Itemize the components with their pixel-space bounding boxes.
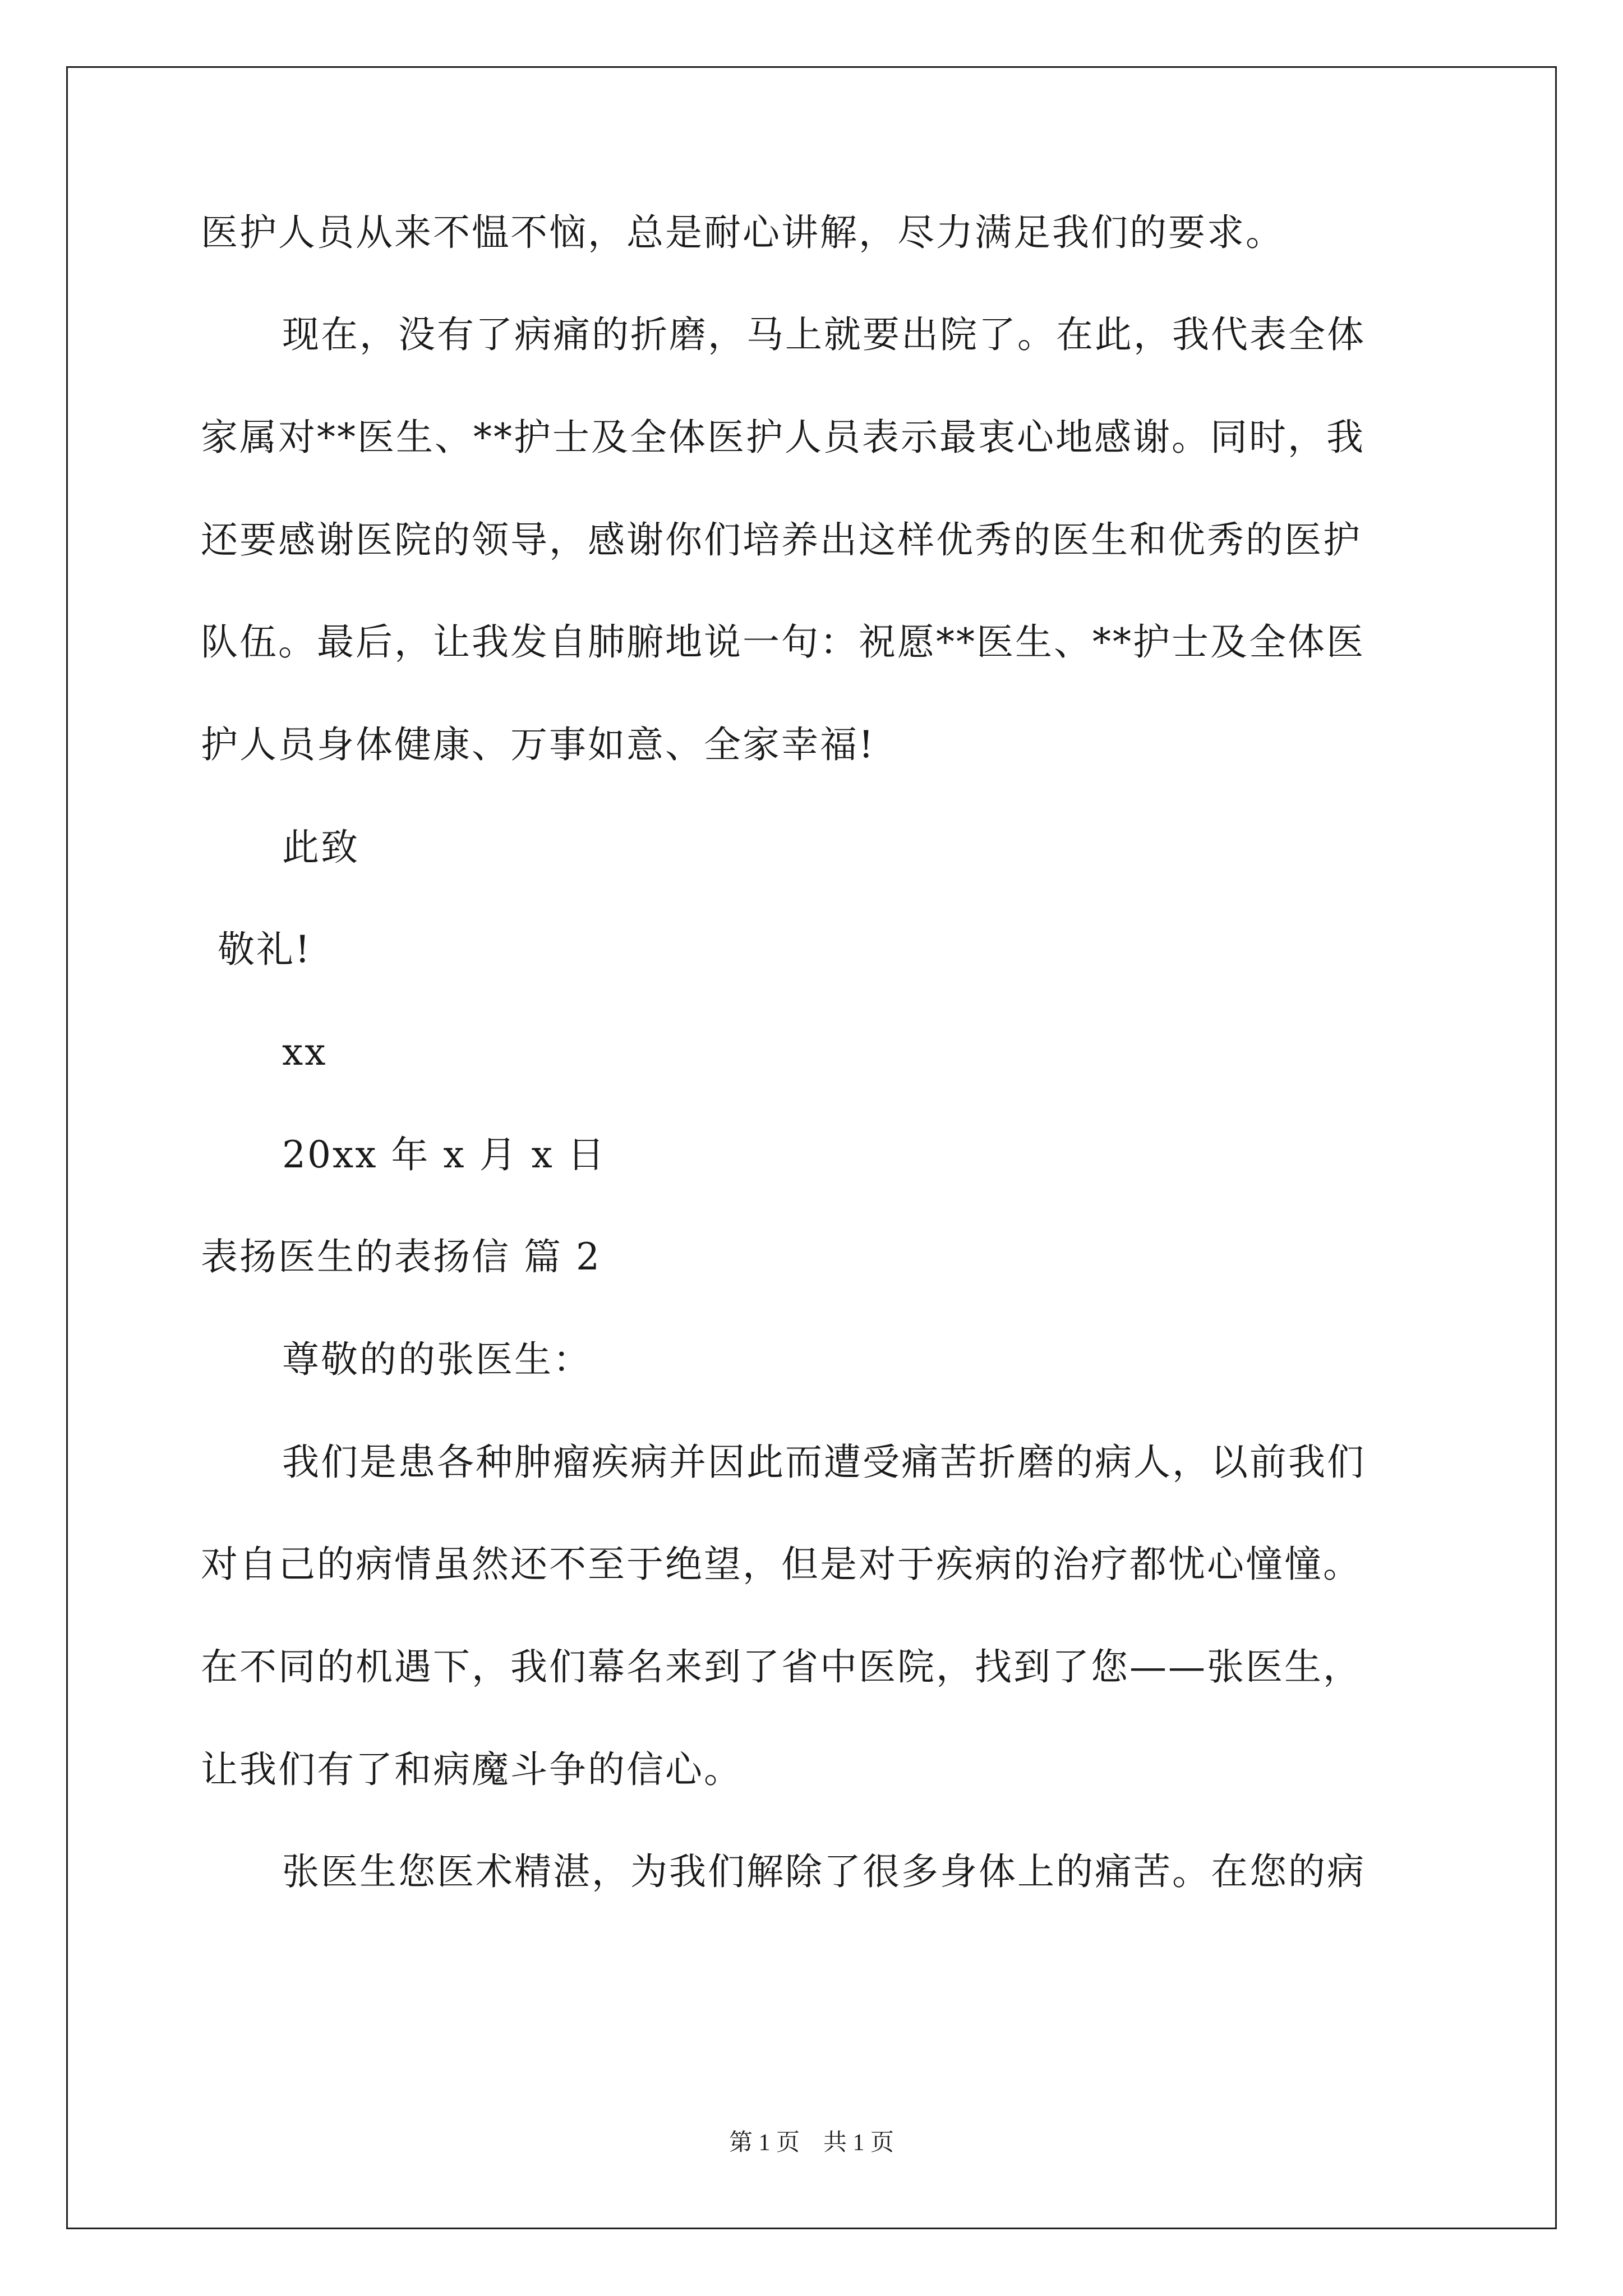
- paragraph-line: 我们是患各种肿瘤疾病并因此而遭受痛苦折磨的病人，以前我们: [282, 1441, 1366, 1484]
- closing-regards: 敬礼!: [218, 928, 312, 971]
- page-number: 第 1 页: [728, 2130, 800, 2156]
- paragraph-line: 现在，没有了病痛的折磨，马上就要出院了。在此，我代表全体: [282, 313, 1366, 356]
- paragraph-line: 在不同的机遇下，我们幕名来到了省中医院，找到了您——张医生，: [201, 1645, 1362, 1688]
- page-footer: [0, 2127, 1623, 2159]
- paragraph-line: 还要感谢医院的领导，感谢你们培养出这样优秀的医生和优秀的医护: [201, 518, 1362, 562]
- paragraph-line: 医护人员从来不愠不恼，总是耐心讲解，尽力满足我们的要求。: [201, 211, 1284, 254]
- signature-name: xx: [282, 1030, 328, 1074]
- paragraph-line: 张医生您医术精湛，为我们解除了很多身体上的痛苦。在您的病: [282, 1850, 1366, 1893]
- signature-date: 20xx 年 x 月 x 日: [282, 1133, 606, 1176]
- paragraph-line: 队伍。最后，让我发自肺腑地说一句：祝愿**医生、**护士及全体医: [201, 620, 1365, 664]
- paragraph-line: 护人员身体健康、万事如意、全家幸福!: [201, 723, 875, 766]
- paragraph-line: 对自己的病情虽然还不至于绝望，但是对于疾病的治疗都忧心憧憧。: [201, 1543, 1362, 1586]
- letter-greeting: 尊敬的的张医生：: [282, 1338, 592, 1381]
- closing-salutation: 此致: [282, 826, 359, 869]
- paragraph-line: 家属对**医生、**护士及全体医护人员表示最衷心地感谢。同时，我: [201, 416, 1365, 459]
- paragraph-line: 让我们有了和病魔斗争的信心。: [201, 1748, 743, 1791]
- section-heading: 表扬医生的表扬信 篇 2: [201, 1235, 601, 1278]
- page-total: 共 1 页: [823, 2130, 895, 2156]
